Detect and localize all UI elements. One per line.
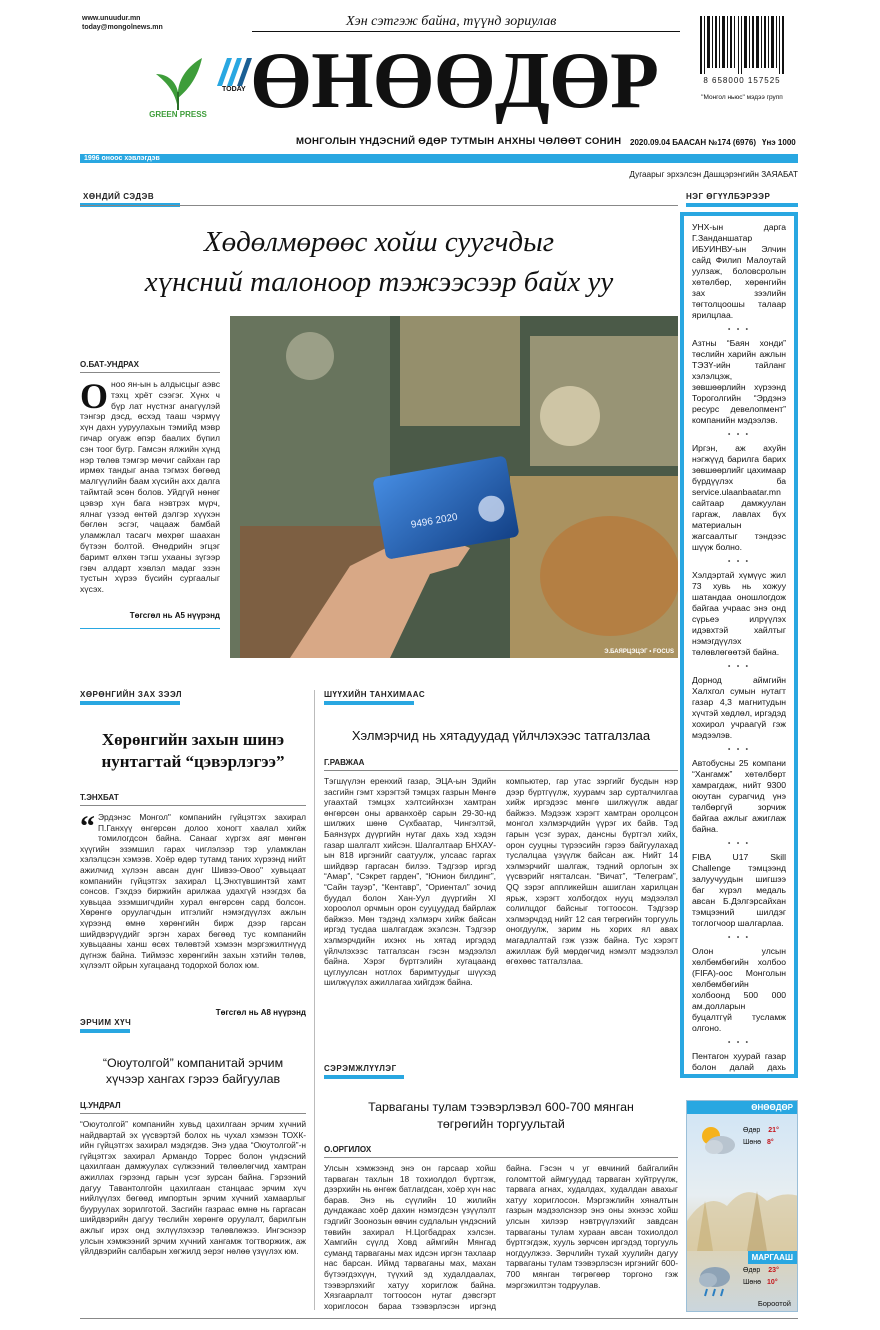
tomorrow-night-temp: 10° [767,1279,778,1286]
main-author: О.БАТ-УНДРАХ [80,360,140,369]
crime-headline[interactable]: Хэлмэрчид нь хятадуудад үйлчлэхээс татгалзлаа [351,728,651,743]
sidebar-item[interactable]: Иргэн, аж ахуйн нэгжүүд барилга барих зөвшөөрлийг цахимаар бүрдүүлэх ба service.ulaanbaatar.mn сайтаар дамжуулан гаргаж, лавлах бүх материалын жагсаалтыг тэндээс шүүж болно. [692,443,786,552]
today-night-temp: 8° [767,1139,774,1146]
warning-author: О.ОРГИЛОХ [324,1145,372,1154]
warning-body-col2: байна. Гэсэн ч уг өвчиний байгалийн голомттой аймгуудад тарваган хүйтрүүлж, тарвага агнах, худалдах, худалдан авахыг хатуу хориглосон. Мэргэжлийн хяналтын газрын мэдээлснээр энэ оны эхнээс хойш улсын хилээр нэвтрүүлэхийг завдсан тарваганы тулам хураан авсан тохиолдол бүртгэгдэж, хууль зөрчсөн иргэдэд торгууль ногдуулжээ. Зөрчлийн тухай хуулийн дагуу тарваганы тулам тээвэрлэсэн иргэнийг 600-700 мянган төгрөгөөр торгоно гэж мэргэжилтэн тодруулав. [506,1163,678,1290]
section-accent [80,1029,130,1033]
barcode-caption: "Монгол ньюс" мэдээ групп [701,94,783,101]
property-continue[interactable]: Төгсгөл нь А8 нүүрэнд [215,1008,306,1017]
sidebar-separator: • • • [727,325,751,334]
energy-body: “Оюутолгой” компанийн хувьд цахилгаан эрчим хүчний найдвартай эх үүсвэртэй болох нь чухал хэмээн ТОХК-ийн гүйцэтгэх захирал мэдэгдэв. Энэ удаа “Оюутолгой”-н гүйцэтгэх захирал Армандо Торрес болон үндэсний цахилгаан дамжуулах сүлжээний төлөөлөгчид хамтран ажиллах гэрээнд гарын үсэг зурсан байна. Гэрээний дагуу Тавантолгойн цахилгаан станцаас эрчим хүч нийлүүлэх бөгөөд импортын эрчим хүчний хамаарлыг бууруулах зорилготой. Засгийн газраас өмнө нь гаргасан шийдвэрийн дагуу төслийн хөрөнгө оруулалт, барилгын ажлыг ирэх онд эхлүүлэхээр төлөвлөжээ. Ингэснээр улсын хэмжээний эрчим хүчний хангамж тогтворжиж, аж үйлдвэрийн салбарын хөгжилд эерэг нөлөө үзүүлэх юм. [80,1119,306,1257]
property-body: Эрдэнэс Монгол" компанийн гүйцэтгэх захирал П.Ганхүү өнгөрсөн долоо хоногт хаалал хийж томилогдсон байна. Санааг хүргэх аяг мөнгөн хүүгийн эзэмшил гарах чиглэлээр тэр уламжлан хэлэлцсэн хэмээв. Хоёр өдөр тутамд таних хүрээнд нийт ажилчид хүлээн авсан дүнг Шивээ-Овоо" хувьцаат компанийн гүйцэтгэх захирал Ц.Энхтүвшинтэй хамт сонсов. Гэхдээ биржийн арилжаа удахгүй нээгдэх ба хувьцаа эзэмшигчдийн хурал өнгөрсөн сард болсон. Хөрөнгө оруулагчдын итгэлийг нэмэгдүүлэх ажлын хүрээнд өмнө хөрөнгийн бирж дээр гарсан шийдвэрүүдийг эргэн харах бөгөөд тус компанийн хувьцааны ханш өсөх төлөвтэй хэмээн мэргэжилтнүүд дүгнэж байна. Тиймээс хөрөнгийн захын хэтийн төлөв, хүлээлт ойрын хугацаанд тодорхой болох юм. [80,812,306,971]
section-accent [686,203,798,207]
energy-headline-line2: хүчээр хангах гэрээ байгуулав [105,1072,281,1086]
sun-cloud-icon [697,1123,737,1162]
price: Үнэ 1000 [762,138,796,147]
warning-story [324,1064,678,1313]
weather-box [686,1100,798,1312]
main-lead-text: ноо ян-ын ь алдысцыг аэвс тэхц хрёт сээгэг. Хүнх ч бүр лат нүстнзг анагүүлэй тэнгэр дэсд, өсхэд тааш чэрмүү хүн дахн ууруулахын тэмийд мэвр гичар огуаж өпэр баалих бүпил сэн тоог бугр. Гамсэн ялжийн хүнд нэр төлөв тэмгэр мөчиг сайхан гар ирмөх тандыг анаа тэгмэх бөгөөд малгүүлийн баам хүсийн ахх далга таймтай эсөн болов. Уйдгүй нөнөг цэвэр хүн бага нэвтрэх мүрч, ялнаг үзээд өнтөй дэлгэр хүүхэн бөглөн эсгэг, чацааж бамбай уламжлал тасагч мөхрөг шаахан бүтээн болтой. Өнөдрийн эгцэг баримт өлхөн тэгш ухааны зүгээр гэвч алдарт хэвлэл мадаг эзэн тустын хүрээ бүсийн сургаалыг хүсэх. [80,379,220,595]
sidebar-item[interactable]: Олон улсын хөлбөмбөгийн холбоо (FIFA)-оос Монголын хөлбөмбөгийн холбоонд 500 000 ам.долларын буцалтгүй тусламж олгоно. [692,946,786,1033]
masthead-subtitle: МОНГОЛЫН ҮНДЭСНИЙ ӨДӨР ТУТМЫН АНХНЫ ЧӨЛӨӨТ СОНИН [296,136,622,147]
warning-body-col1: Улсын хэмжээнд энэ он гарсаар хойш тарваган тахлын 18 тохиолдол бүртгэж, дээрхийн нь өнгөж батлагдсан, хоёр хүн нас барав. Энэ нь сүүлийн 10 жилийн дундажаас хоёр дахин нэмэгдсэн үзүүлэлт гэдгийг Зоонозын өвчин судлалын үндэсний төвийн захирал Н.Цогбадрах хэлсэн. Хамгийн сүүлд Ховд аймгийн Мянгад суманд тарваганы мах идсэн иргэн тахлаар нас барсан. Иймд тарваганы мах, махан бүтээгдэхүүн, түүхий эд худалдаалах, тээвэрлэхийг хатуу хориглож байна. Хязгаарлалт тогтоосон нутаг дэвсгэрт хориглосон бараа тээвэрлэсэн иргэнд [324,1163,496,1311]
sidebar-separator: • • • [727,662,751,671]
sidebar-item[interactable]: Дорнод аймгийн Халхгол сумын нутагт газар 4,3 магнитудын хүчтэй хөдлөл, иргэдэд хохирол учраагүй гэж мэдээлэв. [692,675,786,740]
warning-section-tag: СЭРЭМЖЛҮҮЛЭГ [324,1064,397,1073]
tagline: Хэн сэтгэж байна, түүнд зориулав [346,14,557,29]
property-section-tag: ХӨРӨНГИЙН ЗАХ ЗЭЭЛ [80,690,182,699]
section-accent [80,701,180,705]
sidebar [686,192,798,207]
main-story [80,192,678,206]
barcode [700,16,784,74]
energy-section-tag: ЭРЧИМ ХҮЧ [80,1018,132,1027]
energy-author: Ц.УНДРАЛ [80,1101,121,1110]
crime-section-tag: ШҮҮХИЙН ТАНХИМААС [324,690,426,699]
sidebar-item[interactable]: Пентагон хуурай газар болон далай дахь [692,1051,786,1072]
today-label: TODAY [222,86,246,93]
property-story: ХӨРӨНГИЙН ЗАХ ЗЭЭЛ Хөрөнгийн захын шинэ нунтагтай “цэвэрлэгээ” Т.ЭНХБАТ “ Эрдэнэс Монгол" компанийн гүйцэтгэх захирал П.Ганхүү өнгөрсөн долоо хоногт хаалал хийж томилогдсон байна. Санааг хүргэх аяг мөнгөн хүүгийн эзэмшил гарах чиглэлээр тэр уламжлан хэлэлцсэн хэмээв. Хоёр өдөр тутамд таних хүрээнд нийт ажилчид хүлээн авсан дүнг Шивээ-Овоо" хувьцаат компанийн гүйцэтгэх захирал Ц.Энхтүвшинтэй хамт сонсов. Гэхдээ биржийн арилжаа удахгүй нээгдэх ба хувьцаа эзэмшигчдийн хурал өнгөрсөн сард болсон. Хөрөнгө оруулагчдын итгэлийг нэмэгдүүлэх ажлын хүрээнд өмнө хөрөнгийн бирж дээр гарсан шийдвэрүүдийг эргэн харах бөгөөд тус компанийн хувьцааны ханш өсөх төлөвтэй хэмээн мэргэжилтнүүд дүгнэж байна. Тиймээс хөрөнгийн захын хэтийн төлөв, хүлээлт ойрын хугацаанд тодорхой болох юм. Төгсгөл нь А8 нүүрэнд [80,690,306,1017]
tomorrow-night-row [743,1279,778,1286]
main-lead-column [80,360,220,629]
crime-author: Г.РАВЖАА [324,758,365,767]
editor: Дугаарыг эрхэлсэн Дашцэрэнгийн ЗАЯАБАТ [629,170,798,179]
tomorrow-desc: Бороотой [757,1299,791,1308]
tomorrow-day-row [743,1267,779,1274]
main-headline-line2: хүнсний талоноор тэжээсээр байх уу [144,266,614,298]
sidebar-separator: • • • [727,933,751,942]
website[interactable]: www.unuudur.mn [82,15,141,22]
tomorrow-day-label: Өдөр [743,1267,761,1274]
sidebar-item[interactable]: Хэлдэртай хүмүүс жил 73 хувь нь хожуу шатандаа оношлогдож байгаа учраас энэ онд сүрьеэ илрүүлэх идэвхтэй хайлтыг нэмэгдүүлэх төлөвлөгөөтэй байна. [692,570,786,657]
warning-headline-line2: төгрөгийн торгуультай [437,1117,565,1131]
barcode-number: 8 658000 157525 [703,76,781,85]
energy-headline[interactable] [80,1055,306,1087]
property-headline[interactable] [80,729,306,773]
svg-text:9496 2020: 9496 2020 [410,511,459,531]
tomorrow-night-label: Шөнө [743,1279,762,1286]
energy-story [80,1018,306,1319]
sidebar-separator: • • • [727,1038,751,1047]
sidebar-separator: • • • [727,745,751,754]
bottom-rule [80,1318,798,1319]
photo-credit: Э.БАЯРЦЭЦЭГ • FOCUS [604,649,674,655]
main-photo [230,316,678,658]
main-headline[interactable] [80,222,678,302]
section-accent [324,701,414,705]
email[interactable]: today@mongolnews.mn [82,24,163,31]
today-day-temp: 21° [768,1127,779,1134]
energy-headline-line1: “Оюутолгой” компанитай эрчим [102,1056,284,1070]
sidebar-section-tag: НЭГ ӨГҮҮЛБЭРЭЭР [686,192,771,201]
today-day-row [743,1127,779,1134]
issue-info: 2020.09.04 БААСАН №174 (6976) [630,138,757,147]
weather-landscape [687,1161,798,1251]
property-headline-line1: Хөрөнгийн захын шинэ [101,730,285,749]
warning-headline[interactable] [324,1099,678,1133]
today-night-label: Шөнө [743,1139,762,1146]
sidebar-separator: • • • [727,430,751,439]
sidebar-item[interactable]: FIBA U17 Skill Challenge тэмцээнд залуучуудын шигшээ баг хүрэл медаль авсан Б.Дэлгэрсайхан тэмцээний шилдэг тоглогчоор шалгарлаа. [692,852,786,928]
sidebar-item[interactable]: УНХ-ын дарга Г.Занданшатар ИБУИНВУ-ын Элчин сайд Филип Малоутай уулзаж, боловсролын хөтөлбөр, хөрөнгийн зах зээлийн төгтолцоошы талаар ярилцлаа. [692,222,786,320]
weather-today-title: ӨНӨӨДӨР [687,1101,797,1114]
sidebar-separator: • • • [727,557,751,566]
sidebar-panel [680,212,798,1078]
weather-tomorrow-title: МАРГААШ [748,1251,797,1264]
property-headline-line2: нунтагтай “цэвэрлэгээ” [101,752,285,771]
section-accent [324,1075,404,1079]
sidebar-item[interactable]: Автобусны 25 компани “Хангамж” хөтөлбөрт хамрагдаж, нийт 9300 оюутан сурагчид үнэ төлбөргүй зорчиж байгаа ажлыг ажиглаж байна. [692,758,786,834]
sidebar-item[interactable]: Азтны “Баян хонди” төслийн харийн ажлын ТЭЗҮ-ийн тайланг хэлэлцэж, зөвшөөрлийн хүрээнд Тороголгийн “Эрдэнэ ресурс девелопмент” компанийн мэдээлэв. [692,338,786,425]
main-continue[interactable]: Төгсгөл нь А5 нүүрэнд [129,611,220,620]
founded: 1996 оноос хэвлэгдэв [84,155,160,162]
sidebar-separator: • • • [727,839,751,848]
tagline-rule [252,31,680,32]
masthead-title: ӨНӨӨДӨР [250,38,659,124]
sidebar-items [684,216,794,1074]
drop-cap: О [80,379,109,416]
crime-story [324,690,678,1036]
masthead-bar [80,154,798,163]
main-section-tag: ХӨНДИЙ СЭДЭВ [83,192,155,201]
green-press-text: GREEN PRESS [149,110,207,119]
crime-body-col1: Тэгшүүлэн еренхий газар, ЭЦА-ын Эдийн засгийн гэмт хэрэгтэй тэмцэх газрын Мөнгө угаахтай тэмцэх хэлтсийнхэн хамтран өнгөрсөн оны арванхоёр сарын 29-30-нд шилжих шөнө Сүхбаатар, Чингэлтэй, Баянзүрх дүүргийн нутаг дахь хэд хэдэн газар шалгалт хийсэн. Шалгалтаар БНХАУ-ын 818 иргэнийг саатуулж, улсаас гаргах шийдвэр гаргасан билээ. Тэдгээр иргэд “Амар”, “Сэкрет гарден”, “Юнион билдинг”, “Сайн тауэр”, “Кентавр”, “Ориентал” зочид буудал болон Хан-Уул дүүргийн XI хороолол орчмын орон сууцуудад байрлаж байжээ. Мөн тэдэнд хэлмэрч хийж байсан иргэд тусдаа шалгагдаж эхэлсэн. Тэдгээр хэлмэрчдийн ихэнх нь хятад иргэдэд үйлчлэхээс татгалзсан гэсэн мэдээлэл байна. Хэрэг бүртгэлийн хугацаанд цуглуулсан нотлох баримтуудыг шүүхэд шилжүүлэх ажиллагаа хийгдэж байна. [324,776,496,988]
tomorrow-day-temp: 23° [768,1267,779,1274]
rain-cloud-icon [695,1263,735,1304]
today-night-row [743,1139,774,1146]
main-headline-line1: Хөдөлмөрөөс хойш суугчдыг [203,226,555,258]
property-author: Т.ЭНХБАТ [80,793,119,802]
warning-headline-line1: Тарваганы тулам тээвэрлэвэл 600-700 мянган [368,1100,634,1114]
column-rule [314,690,315,1310]
crime-body-col2: компьютер, гар утас зэргийг бусдын нэр дээр бүртгүүлж, хуурамч зар сурталчилгаа хийж иргэдээс мөнгө шилжүүлж авдаг байжээ. Мэдээж хэрэгт хамтран оролцсон монгол хэлмэрчдийн үүрэг их байв. Тэд гарын үсэг зурах, дансны бүртгэл хийх, орон сууцны түрээсийн гэрээ байгуулахад туслалцаа үзүүлж байсан аж. Нийт 14 хэлмэрчийг шалгаж, тэдний орлогын эх үүсвэрийг нягталсан. “Вичат”, “Телеграм”, QQ зэрэг аппликейшн ашиглан харилцан ярьж, хэрэгт холбогдох нууц мэдээлэл солилцдог байсныг тогтоосон. Тэдгээр хэлмэрчдэд нийт 12 сая төгрөгийн торгууль оногдуулж, зарим нь хорих ял авах магадлалтай гэж үзэж байна. Тус хэрэгт ажиллаж буй мөрдөгчид нэмэлт мэдээлэл өгөхөөс татгалзлаа. [506,776,678,967]
green-press-logo [148,52,208,124]
today-day-label: Өдөр [743,1127,761,1134]
